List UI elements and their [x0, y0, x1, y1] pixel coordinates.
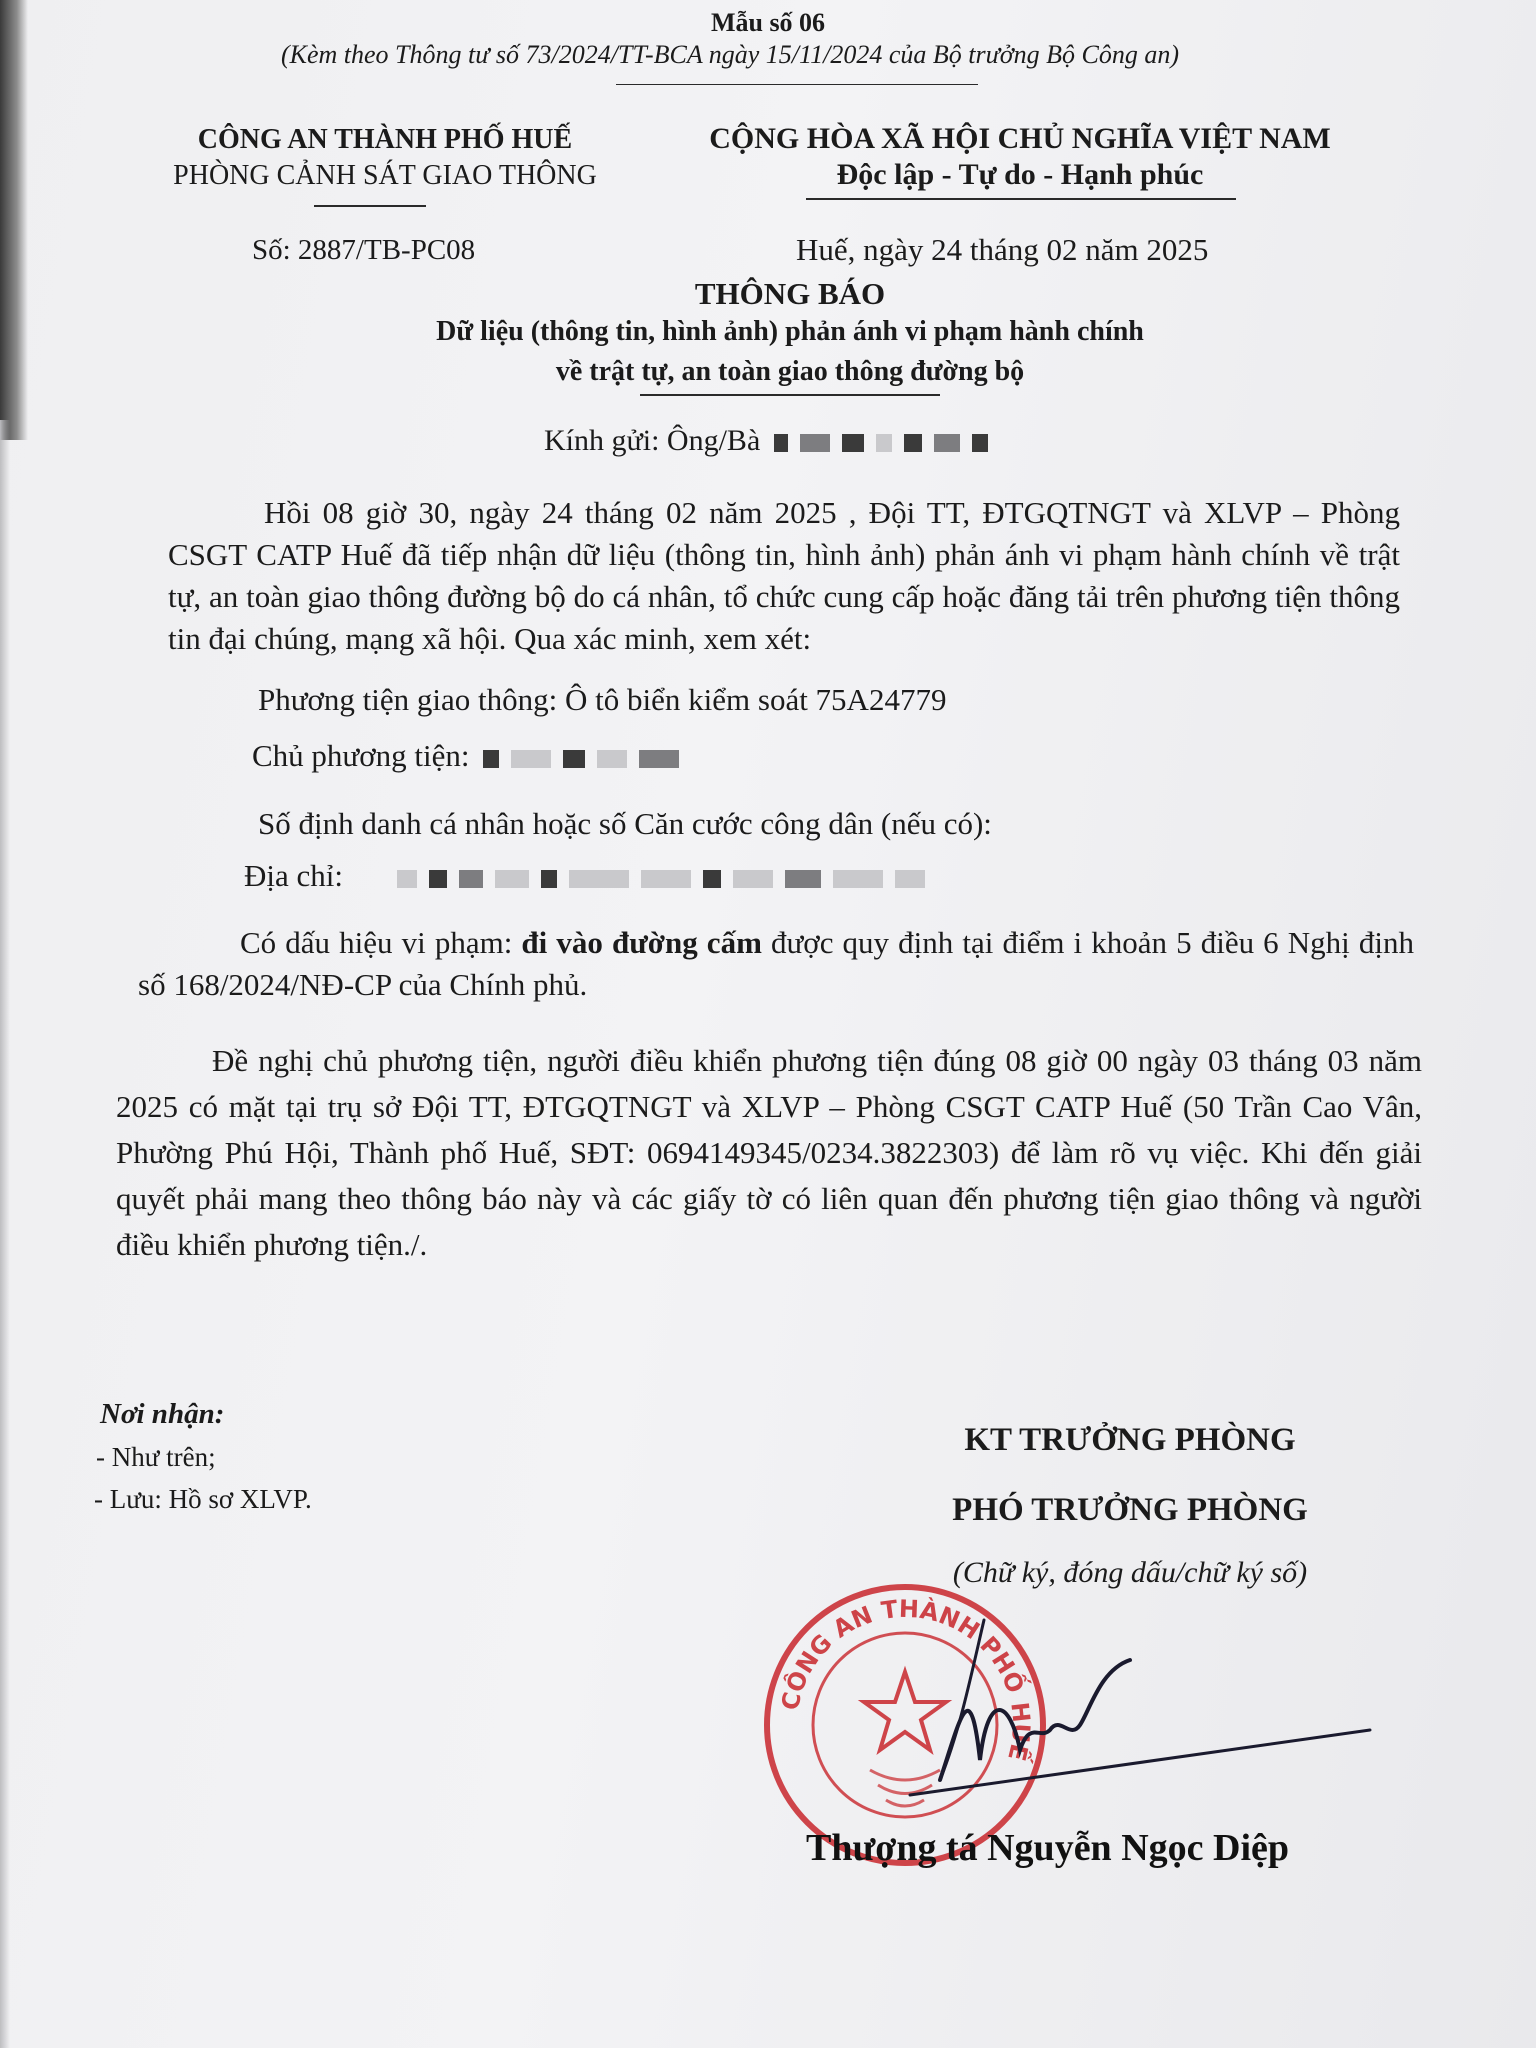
signature-note: (Chữ ký, đóng dấu/chữ ký số) [952, 1556, 1308, 1589]
address-label: Địa chỉ: [244, 858, 343, 893]
recipients-title: Nơi nhận: [100, 1398, 225, 1430]
handwritten-signature [900, 1610, 1380, 1810]
agency-department: PHÒNG CẢNH SÁT GIAO THÔNG [173, 160, 597, 191]
owner-label: Chủ phương tiện: [252, 738, 470, 773]
redacted-address [391, 858, 931, 893]
country-motto: Độc lập - Tự do - Hạnh phúc [836, 158, 1204, 191]
document-number: Số: 2887/TB-PC08 [252, 234, 476, 266]
signer-name: Thượng tá Nguyễn Ngọc Diệp [806, 1827, 1289, 1869]
intro-paragraph: Hồi 08 giờ 30, ngày 24 tháng 02 năm 2025 , Đội TT, ĐTGQTNGT và XLVP – Phòng CSGT CATP Huế đã tiếp nhận dữ liệu (thông tin, hình ảnh) phản ánh vi phạm hành chính về trật tự, an toàn giao thông đường bộ do cá nhân, tổ chức cung cấp hoặc đăng tải trên phương tiện thông tin đại chúng, mạng xã hội. Qua xác minh, xem xét: [168, 495, 1400, 656]
motto-rule [806, 198, 1236, 200]
country-name: CỘNG HÒA XÃ HỘI CHỦ NGHĨA VIỆT NAM [709, 122, 1331, 155]
form-rule [616, 84, 978, 85]
subtitle-rule [640, 394, 940, 396]
recipient-item-1: - Như trên; [96, 1442, 216, 1472]
form-note: (Kèm theo Thông tư số 73/2024/TT-BCA ngày 15/11/2024 của Bộ trưởng Bộ Công an) [280, 40, 1180, 69]
seal-ring-text: CÔNG AN THÀNH PHỐ HUẾ [775, 1594, 1036, 1764]
vehicle-info: Phương tiện giao thông: Ô tô biển kiểm soát 75A24779 [258, 682, 947, 717]
owner-line [252, 738, 685, 774]
form-code: Mẫu số 06 [710, 8, 826, 37]
recipient-item-2: - Lưu: Hồ sơ XLVP. [94, 1484, 312, 1514]
redacted-owner-name [477, 738, 685, 773]
redacted-recipient-name [768, 424, 994, 457]
agency-name: CÔNG AN THÀNH PHỐ HUẾ [197, 124, 573, 155]
page-edge [0, 420, 10, 2048]
violation-suffix: được quy định tại điểm i khoản 5 điều 6 Nghị định số 168/2024/NĐ-CP của Chính phủ. [138, 925, 1414, 1002]
violation-prefix: Có dấu hiệu vi phạm: [240, 925, 522, 960]
agency-rule [314, 205, 426, 207]
request-paragraph: Đề nghị chủ phương tiện, người điều khiển phương tiện đúng 08 giờ 00 ngày 03 tháng 03 năm 2025 có mặt tại trụ sở Đội TT, ĐTGQTNGT và XLVP – Phòng CSGT CATP Huế (50 Trần Cao Vân, Phường Phú Hội, Thành phố Huế, SĐT: 0694149345/0234.3822303) để làm rõ vụ việc. Khi đến giải quyết phải mang theo thông báo này và các giấy tờ có liên quan đến phương tiện giao thông và người điều khiển phương tiện./. [116, 1043, 1422, 1262]
address-line [244, 858, 931, 894]
violation-paragraph [138, 922, 1414, 1006]
document-title: THÔNG BÁO [694, 276, 886, 311]
id-label: Số định danh cá nhân hoặc số Căn cước công dân (nếu có): [258, 806, 992, 841]
place-date: Huế, ngày 24 tháng 02 năm 2025 [796, 232, 1209, 267]
violation-type: đi vào đường cấm [521, 925, 762, 960]
document-subtitle-2: về trật tự, an toàn giao thông đường bộ [555, 356, 1025, 387]
signature-title-1: KT TRƯỞNG PHÒNG [964, 1422, 1296, 1458]
document-subtitle-1: Dữ liệu (thông tin, hình ảnh) phản ánh vi phạm hành chính [436, 316, 1144, 347]
recipient-line [544, 424, 994, 458]
recipient-label: Kính gửi: Ông/Bà [544, 424, 761, 457]
signature-title-2: PHÓ TRƯỞNG PHÒNG [952, 1492, 1308, 1528]
